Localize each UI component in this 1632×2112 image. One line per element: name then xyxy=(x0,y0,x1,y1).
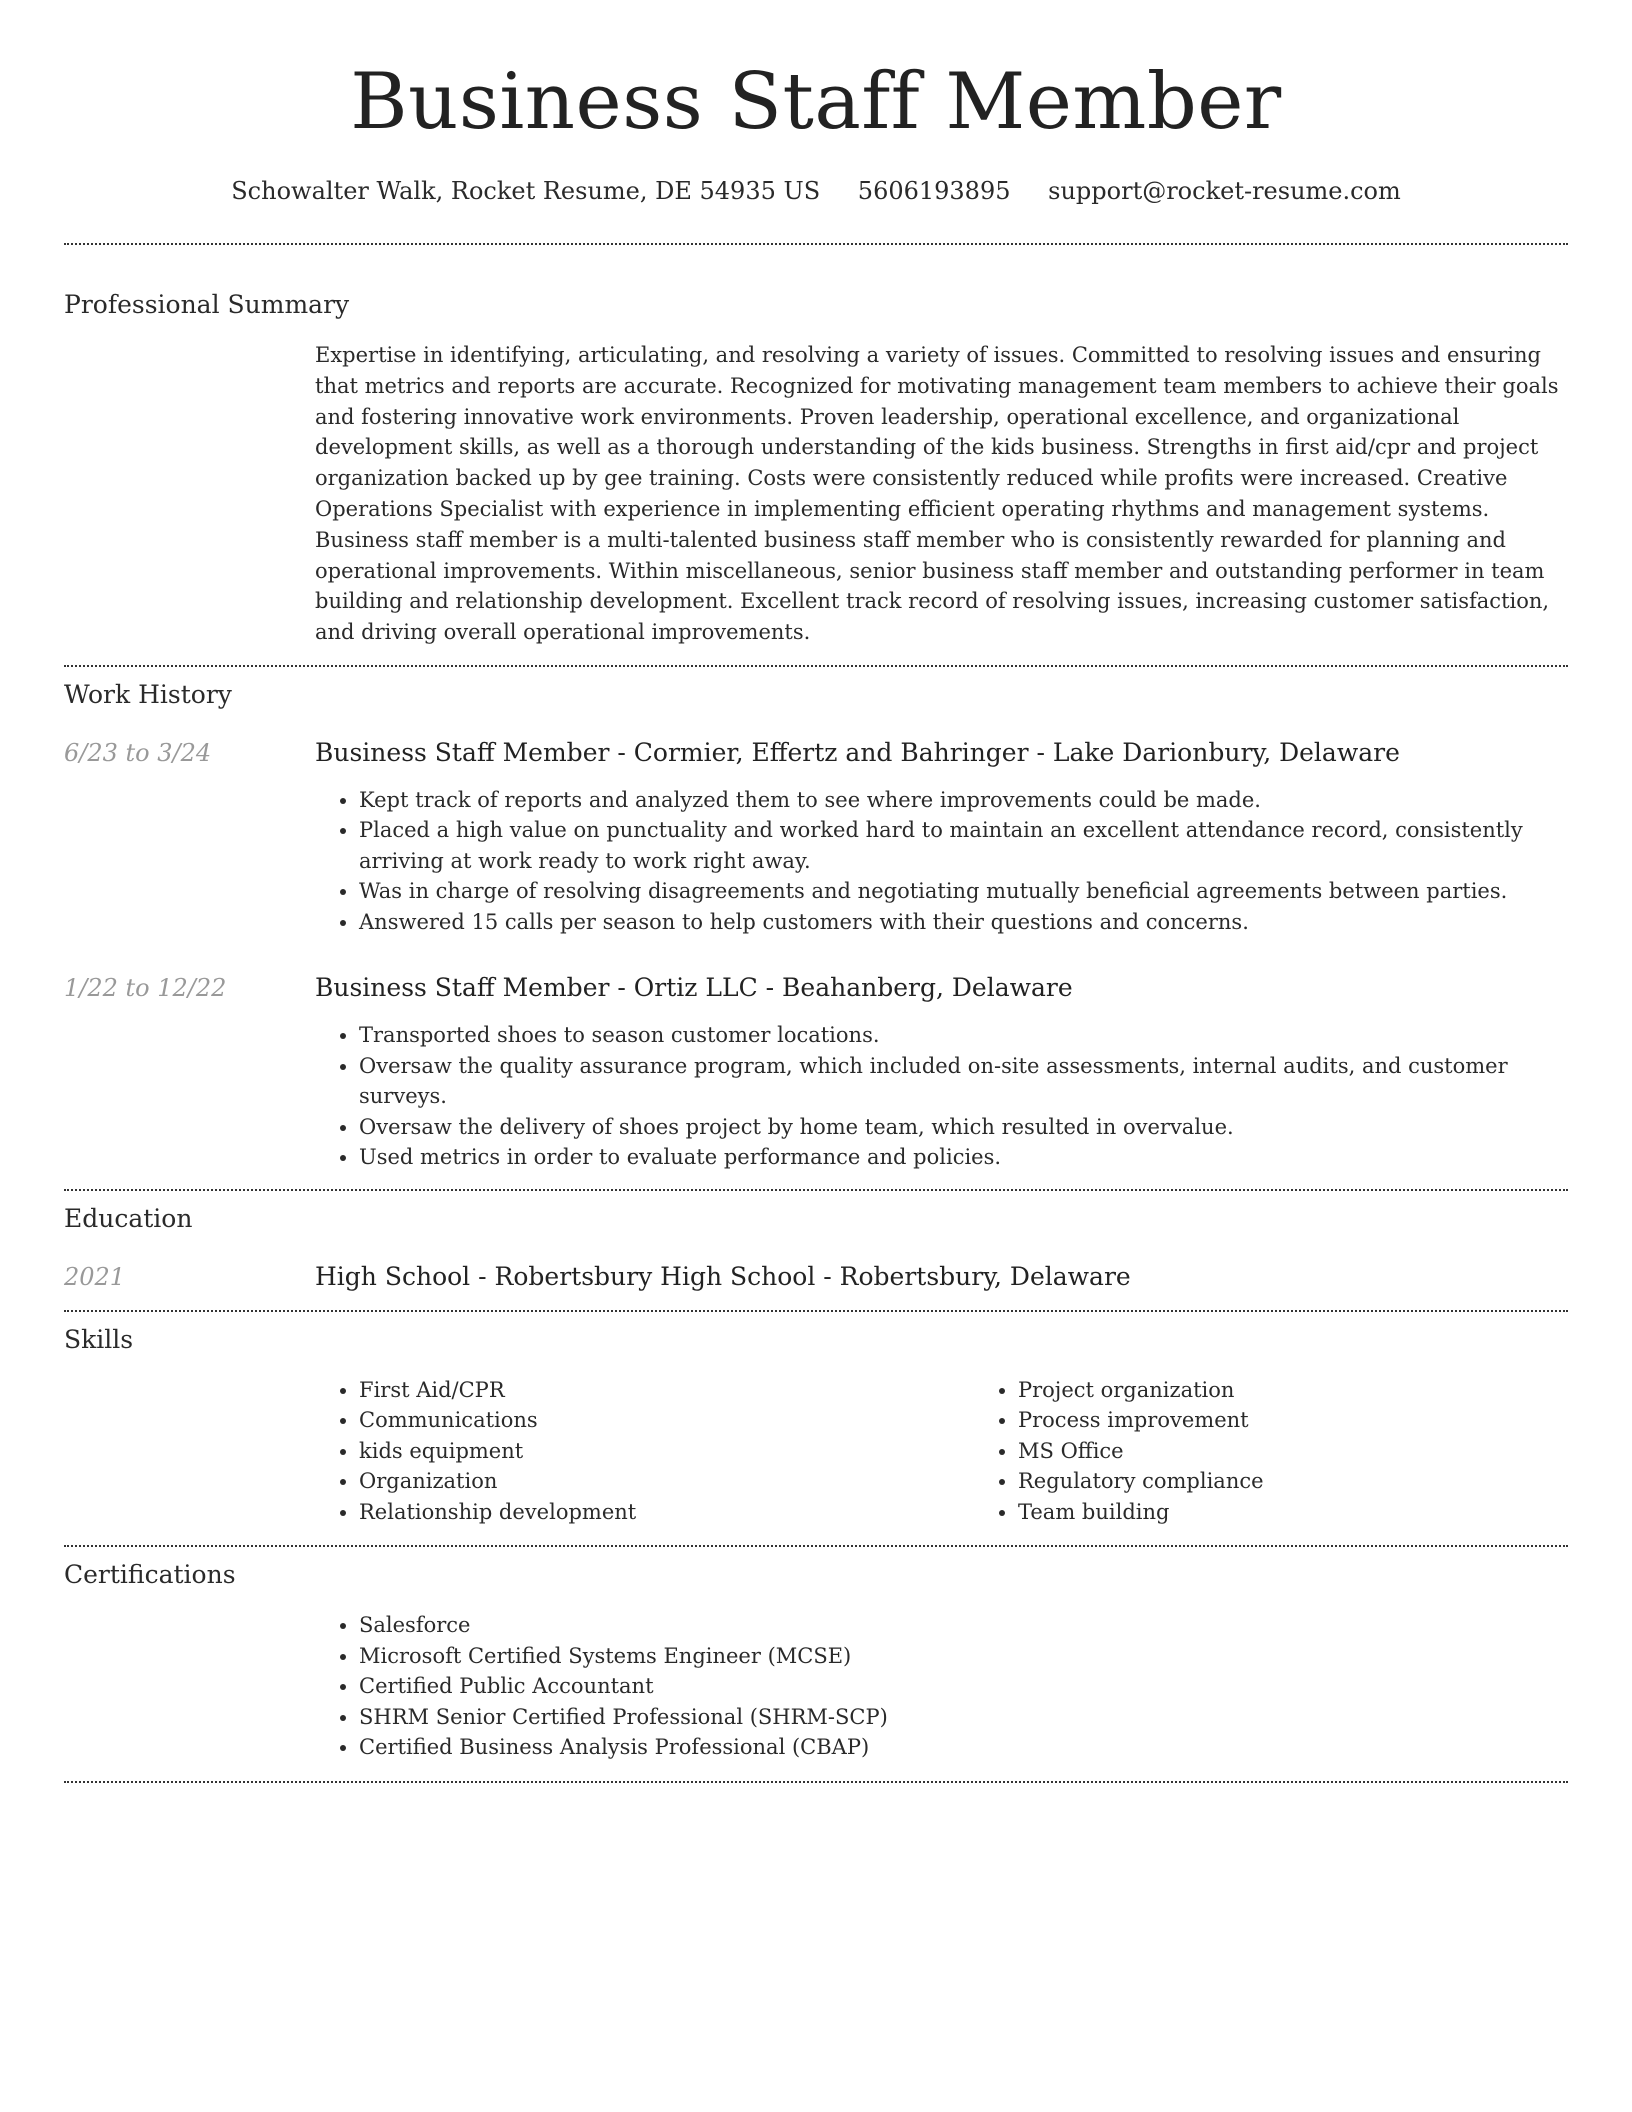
certification-item: • SHRM Senior Certified Professional (SHRM-SCP) xyxy=(359,1702,1568,1733)
skill-item: • kids equipment xyxy=(359,1436,974,1467)
skill-item: • Relationship development xyxy=(359,1497,974,1528)
section-title-skills: Skills xyxy=(64,1324,134,1354)
certification-item: • Salesforce xyxy=(359,1610,1568,1641)
certification-item: • Certified Business Analysis Professional (CBAP) xyxy=(359,1732,1568,1763)
certification-item: • Microsoft Certified Systems Engineer (MCSE) xyxy=(359,1641,1568,1672)
divider xyxy=(64,1781,1568,1783)
job-heading: Business Staff Member - Cormier, Effertz and Bahringer - Lake Darionbury, Delaware xyxy=(315,737,1400,767)
skill-item: • Organization xyxy=(359,1466,974,1497)
education-entry xyxy=(64,1260,1568,1294)
certifications-section xyxy=(64,1547,1568,1763)
skill-item: • Project organization xyxy=(1018,1375,1632,1406)
skill-item: • Team building xyxy=(1018,1497,1632,1528)
job-bullets xyxy=(315,785,1568,938)
contact-email: support@rocket-resume.com xyxy=(1048,177,1401,205)
section-title-certifications: Certifications xyxy=(64,1560,236,1590)
job-bullet: • Oversaw the delivery of shoes project by home team, which resulted in overvalue. xyxy=(359,1112,1568,1143)
job-entry xyxy=(64,736,1568,770)
education-section xyxy=(64,1191,1568,1294)
skills-list-right xyxy=(974,1375,1632,1528)
contact-line xyxy=(64,174,1568,208)
education-school: - Robertsbury High School - Robertsbury, Delaware xyxy=(470,1261,1131,1291)
skill-item: • MS Office xyxy=(1018,1436,1632,1467)
job-bullets xyxy=(315,1020,1568,1173)
contact-address: Schowalter Walk, Rocket Resume, DE 54935 US xyxy=(231,177,821,205)
job-bullet: • Transported shoes to season customer locations. xyxy=(359,1020,1568,1051)
section-title-work: Work History xyxy=(64,679,232,709)
skills-list-left xyxy=(315,1375,974,1528)
job-heading: Business Staff Member - Ortiz LLC - Beahanberg, Delaware xyxy=(315,973,1073,1003)
contact-phone: 5606193895 xyxy=(857,177,1011,205)
education-degree: High School xyxy=(315,1261,471,1291)
skills-section xyxy=(64,1312,1568,1528)
education-year: 2021 xyxy=(64,1262,126,1291)
job-bullet: • Oversaw the quality assurance program, which included on-site assessments, internal audits, and customer surveys. xyxy=(359,1051,1568,1112)
job-bullet: • Kept track of reports and analyzed them to see where improvements could be made. xyxy=(359,785,1568,816)
job-dates: 1/22 to 12/22 xyxy=(64,974,227,1003)
work-section xyxy=(64,667,1568,1173)
job-bullet: • Answered 15 calls per season to help customers with their questions and concerns. xyxy=(359,907,1568,938)
skill-item: • Process improvement xyxy=(1018,1405,1632,1436)
job-dates: 6/23 to 3/24 xyxy=(64,738,212,767)
certifications-list xyxy=(315,1610,1568,1763)
skill-item: • Communications xyxy=(359,1405,974,1436)
skills-grid xyxy=(315,1375,1632,1528)
resume-name: Business Staff Member xyxy=(350,57,1282,147)
certification-item: • Certified Public Accountant xyxy=(359,1671,1568,1702)
education-heading xyxy=(315,1260,1568,1294)
section-title-education: Education xyxy=(64,1203,193,1233)
summary-text: Expertise in identifying, articulating, and resolving a variety of issues. Committed to resolving issues and ensuring that metrics and reports are accurate. Recognized for motivating management team members to achieve their goals and fostering innovative work environments. Proven leadership, operational excellence, and organizational development skills, as well as a thorough understanding of the kids business. Strengths in first aid/cpr and project organization backed up by gee training. Costs were consistently reduced while profits were increased. Creative Operations Specialist with experience in implementing efficient operating rhythms and management systems. Business staff member is a multi-talented business staff member who is consistently rewarded for planning and operational improvements. Within miscellaneous, senior business staff member and outstanding performer in team building and relationship development. Excellent track record of resolving issues, increasing customer satisfaction, and driving overall operational improvements. xyxy=(315,343,1559,645)
job-bullet: • Used metrics in order to evaluate performance and policies. xyxy=(359,1142,1568,1173)
skill-item: • Regulatory compliance xyxy=(1018,1466,1632,1497)
job-entry xyxy=(64,971,1568,1005)
job-bullet: • Placed a high value on punctuality and worked hard to maintain an excellent attendance record, consistently arriving at work ready to work right away. xyxy=(359,815,1568,876)
skill-item: • First Aid/CPR xyxy=(359,1375,974,1406)
section-title-summary: Professional Summary xyxy=(64,290,350,319)
summary-section xyxy=(64,245,1568,648)
job-bullet: • Was in charge of resolving disagreements and negotiating mutually beneficial agreements between parties. xyxy=(359,876,1568,907)
